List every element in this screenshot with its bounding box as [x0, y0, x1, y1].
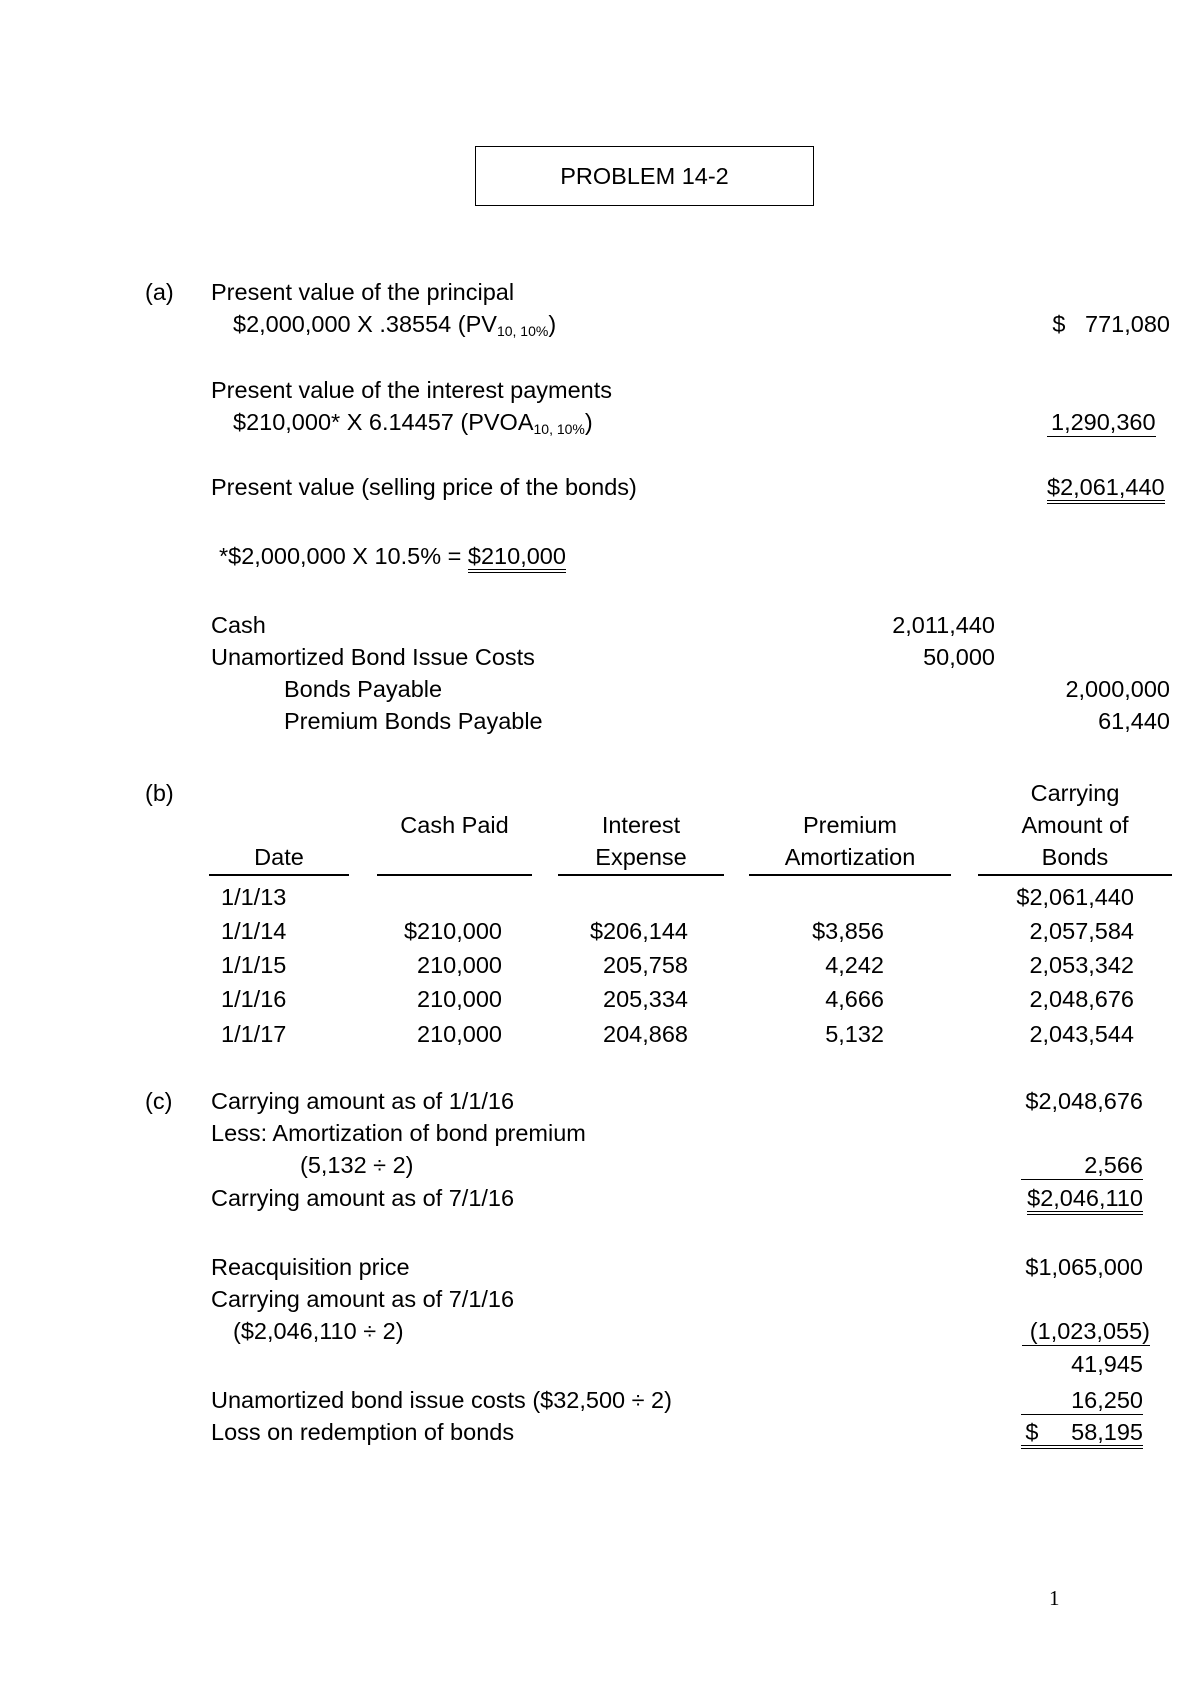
costs-amount: 16,250: [980, 1389, 1143, 1415]
header-cash-paid: Cash Paid: [400, 812, 509, 838]
subtotal-amount: 41,945: [1071, 1351, 1143, 1377]
header-rule-carrying: [978, 874, 1172, 876]
problem-title: PROBLEM 14-2: [475, 146, 814, 206]
row-3-date: 1/1/15: [221, 952, 287, 978]
header-premium-line1: Premium: [802, 812, 897, 838]
costs-label: Unamortized bond issue costs ($32,500 ÷ 2): [211, 1387, 672, 1413]
part-b-label: (b): [145, 780, 174, 806]
row-2-cash: $210,000: [403, 918, 502, 944]
carrying3-amount: (1,023,055): [980, 1320, 1150, 1346]
carrying2-amount: $2,046,110: [980, 1187, 1143, 1211]
less-calc: (5,132 ÷ 2): [300, 1152, 414, 1178]
interest-subscript: 10, 10%: [533, 421, 585, 437]
principal-heading: Present value of the principal: [211, 279, 515, 305]
interest-heading: Present value of the interest payments: [211, 377, 613, 403]
header-date: Date: [254, 844, 304, 870]
entry-premium-label: Premium Bonds Payable: [284, 708, 543, 734]
header-interest-line1: Interest: [601, 812, 681, 838]
entry-costs-label: Unamortized Bond Issue Costs: [211, 644, 535, 670]
carrying-label: Carrying amount as of 1/1/16: [211, 1088, 515, 1114]
row-2-date: 1/1/14: [221, 918, 287, 944]
header-carrying-line3: Bonds: [1041, 844, 1109, 870]
footnote-amount: $210,000: [468, 543, 566, 573]
row-5-date: 1/1/17: [221, 1021, 287, 1047]
header-carrying-line2: Amount of: [1021, 812, 1129, 838]
row-3-premium: 4,242: [825, 952, 884, 978]
loss-amount: $ 58,195: [980, 1421, 1143, 1449]
pv-label: Present value (selling price of the bonds): [211, 474, 637, 500]
entry-bonds-credit: 2,000,000: [1065, 676, 1170, 702]
row-3-carrying: 2,053,342: [1029, 952, 1134, 978]
entry-cash-label: Cash: [211, 612, 266, 638]
less-amount: 2,566: [980, 1154, 1143, 1180]
row-5-interest: 204,868: [603, 1021, 688, 1047]
pv-amount: $2,061,440: [1047, 476, 1165, 500]
row-5-cash: 210,000: [417, 1021, 502, 1047]
row-4-interest: 205,334: [603, 986, 688, 1012]
part-c-label: (c): [145, 1088, 173, 1114]
row-4-date: 1/1/16: [221, 986, 287, 1012]
row-1-date: 1/1/13: [221, 884, 287, 910]
interest-calc: $210,000* X 6.14457 (PVOA10, 10%): [233, 409, 593, 437]
carrying-amount: $2,048,676: [1025, 1088, 1143, 1114]
header-rule-date: [209, 874, 349, 876]
header-rule-cash: [377, 874, 532, 876]
reacq-label: Reacquisition price: [211, 1254, 410, 1280]
entry-cash-debit: 2,011,440: [892, 612, 995, 638]
principal-amount: $ 771,080: [1052, 311, 1170, 337]
entry-premium-credit: 61,440: [1098, 708, 1170, 734]
interest-amount: 1,290,360: [1047, 411, 1156, 435]
principal-subscript: 10, 10%: [496, 323, 549, 339]
row-3-interest: 205,758: [603, 952, 688, 978]
row-2-interest: $206,144: [589, 918, 688, 944]
row-5-carrying: 2,043,544: [1029, 1021, 1134, 1047]
entry-bonds-label: Bonds Payable: [284, 676, 443, 702]
principal-calc: $2,000,000 X .38554 (PV10, 10%): [233, 311, 557, 339]
loss-label: Loss on redemption of bonds: [211, 1419, 515, 1445]
row-2-premium: $3,856: [812, 918, 884, 944]
header-rule-interest: [558, 874, 724, 876]
less-label: Less: Amortization of bond premium: [211, 1120, 586, 1146]
header-interest-line2: Expense: [595, 844, 687, 870]
reacq-amount: $1,065,000: [1025, 1254, 1143, 1280]
carrying3-label: Carrying amount as of 7/1/16: [211, 1286, 515, 1312]
row-2-carrying: 2,057,584: [1029, 918, 1134, 944]
row-4-carrying: 2,048,676: [1029, 986, 1134, 1012]
part-a-label: (a): [145, 279, 174, 305]
row-4-premium: 4,666: [825, 986, 884, 1012]
row-3-cash: 210,000: [417, 952, 502, 978]
row-4-cash: 210,000: [417, 986, 502, 1012]
page-number: 1: [1049, 1586, 1060, 1610]
row-1-carrying: $2,061,440: [1016, 884, 1134, 910]
entry-costs-debit: 50,000: [923, 644, 995, 670]
header-rule-premium: [749, 874, 951, 876]
row-5-premium: 5,132: [825, 1021, 884, 1047]
carrying3-calc: ($2,046,110 ÷ 2): [233, 1318, 404, 1344]
header-carrying-line1: Carrying: [1030, 780, 1120, 806]
interest-footnote: *$2,000,000 X 10.5% = $210,000: [219, 545, 566, 569]
header-premium-line2: Amortization: [784, 844, 916, 870]
carrying2-label: Carrying amount as of 7/1/16: [211, 1185, 515, 1211]
